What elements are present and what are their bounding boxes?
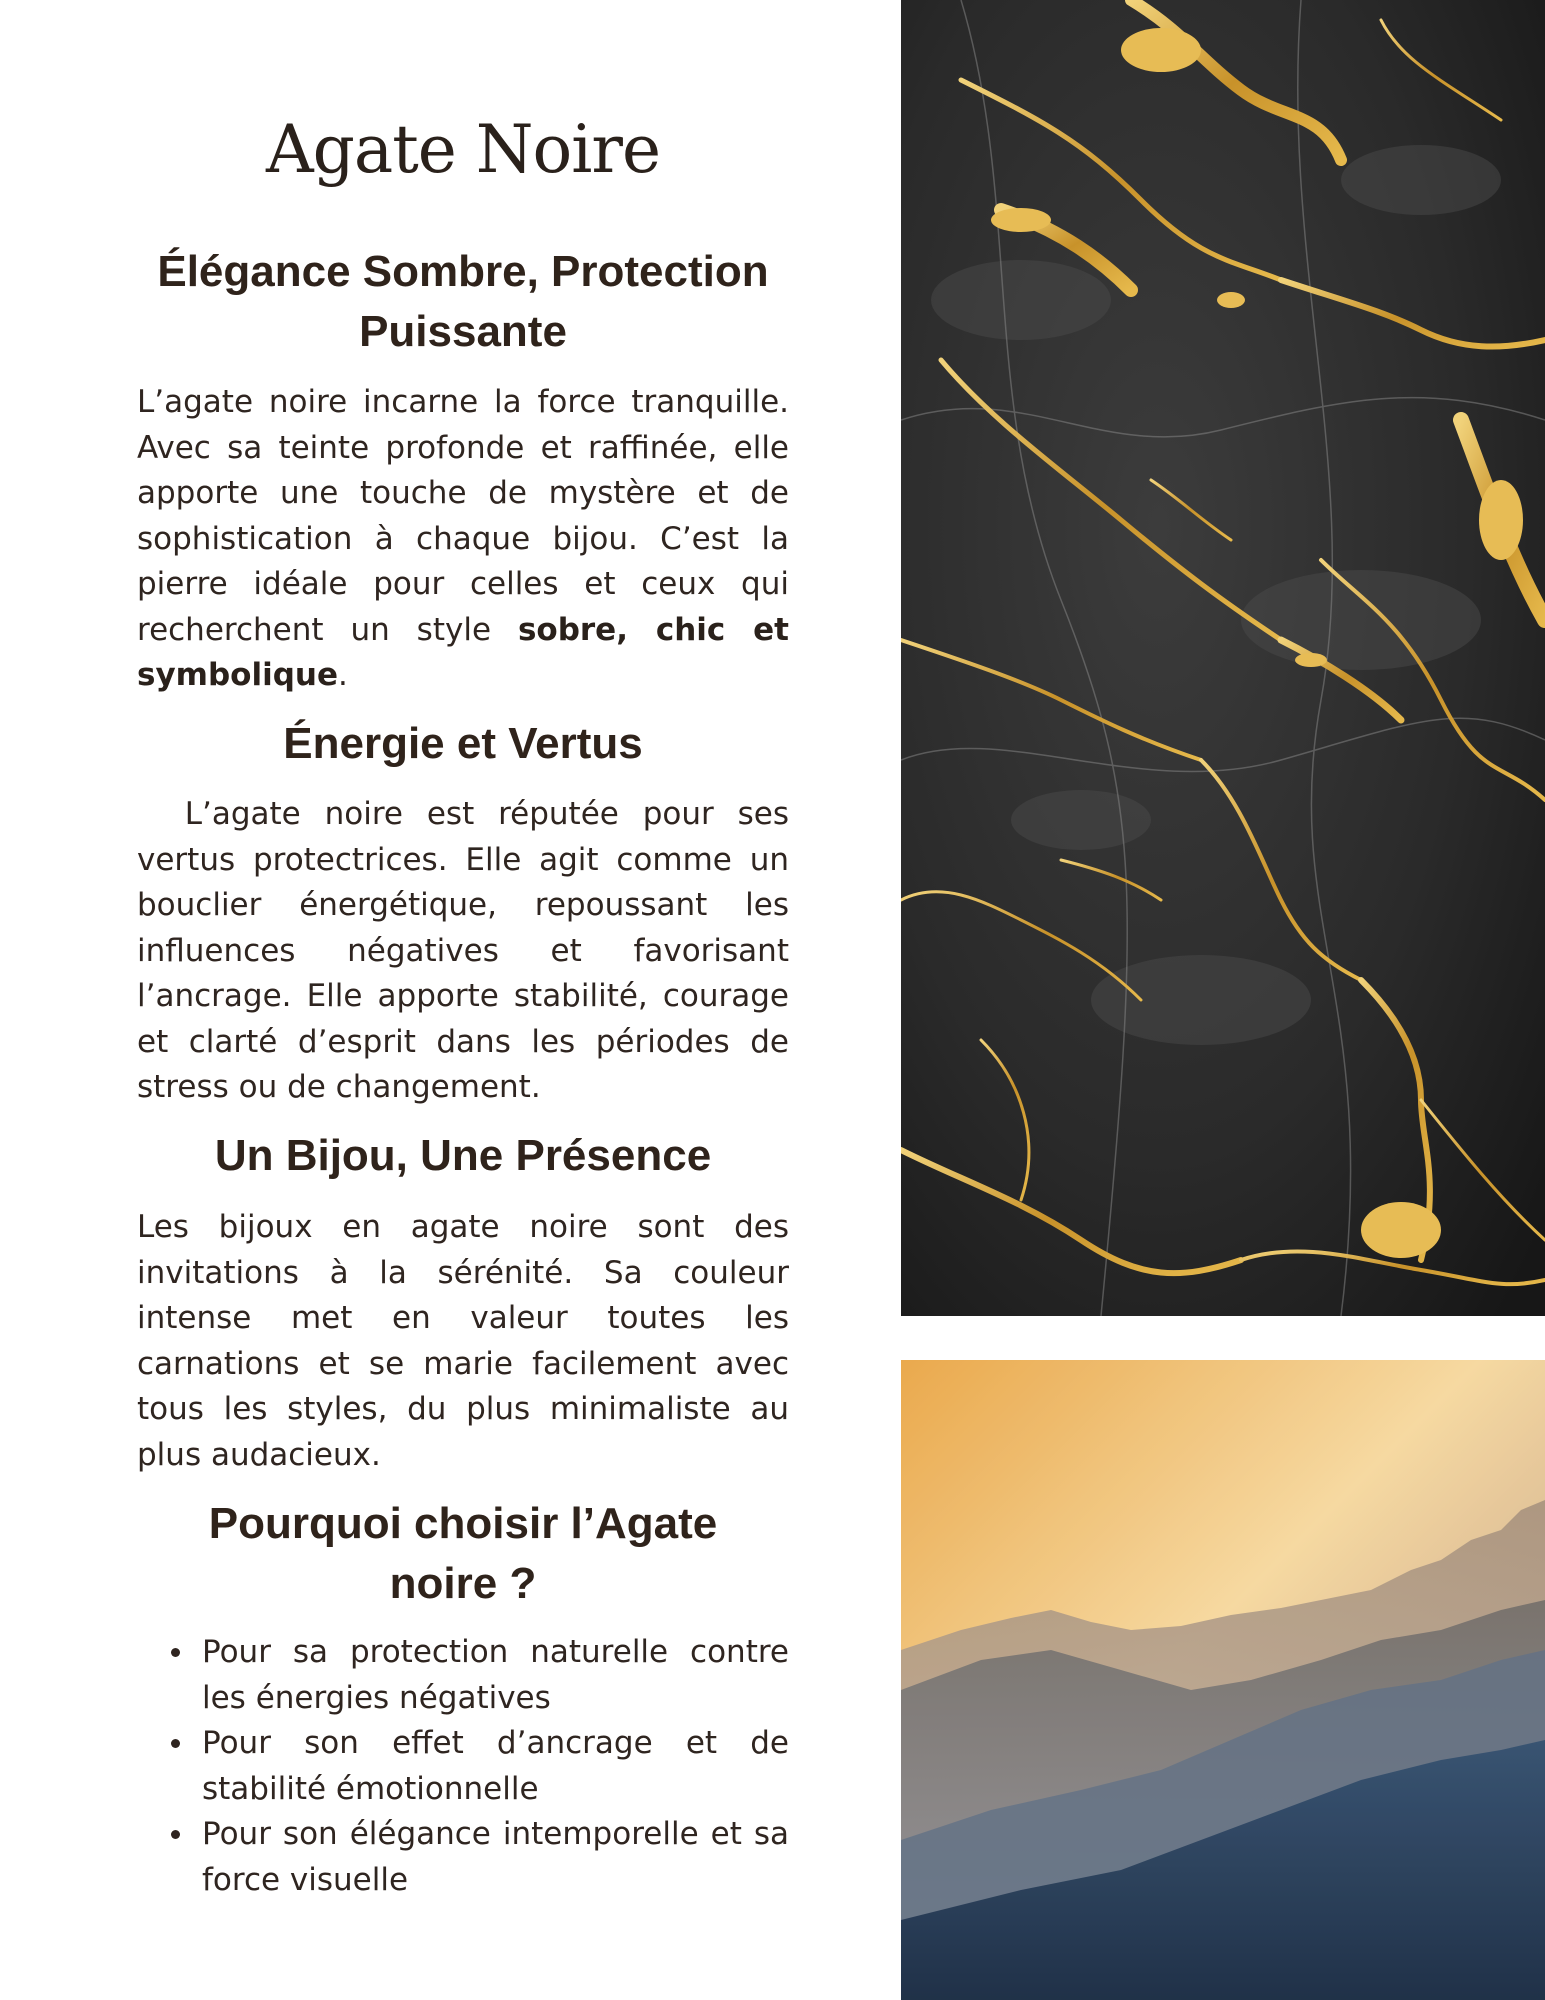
mountain-sunset-image — [901, 1360, 1545, 2000]
list-item: Pour sa protection naturelle contre les énergies négatives — [137, 1630, 789, 1721]
list-item: Pour son effet d’ancrage et de stabilité émotionnelle — [137, 1721, 789, 1812]
section-heading-elegance: Élégance Sombre, Protection Puissante — [157, 247, 769, 356]
section-heading-energie: Énergie et Vertus — [283, 719, 643, 768]
elegance-bold-text: sobre, chic et symbolique — [137, 611, 790, 693]
elegance-text-end: . — [338, 657, 348, 693]
black-gold-marble-image — [901, 0, 1545, 1316]
section-heading-bijou: Un Bijou, Une Présence — [214, 1131, 712, 1180]
list-item: Pour son élégance intemporelle et sa force visuelle — [137, 1812, 789, 1903]
page-title: Agate Noire — [265, 111, 661, 188]
section-text-bijou: Les bijoux en agate noire sont des invitations à la sérénité. Sa couleur intense met en valeur toutes les carnations et se marie facilement avec tous les styles, du plus minimaliste au plus audacieux. — [137, 1209, 789, 1473]
section-text-elegance — [137, 380, 789, 699]
section-text-energie: L’agate noire est réputée pour ses vertus protectrices. Elle agit comme un bouclier énergétique, repoussant les influences négatives et favorisant l’ancrage. Elle apporte stabilité, courage et clarté d’esprit dans les périodes de stress ou de changement. — [137, 796, 799, 1105]
elegance-text: L’agate noire incarne la force tranquille. Avec sa teinte profonde et raffinée, elle apporte une touche de mystère et de sophistication à chaque bijou. C’est la pierre idéale pour celles et ceux qui recherchent un style — [137, 384, 789, 648]
reasons-list — [137, 1630, 789, 1903]
section-heading-pourquoi: Pourquoi choisir l’Agate noire ? — [208, 1499, 718, 1608]
